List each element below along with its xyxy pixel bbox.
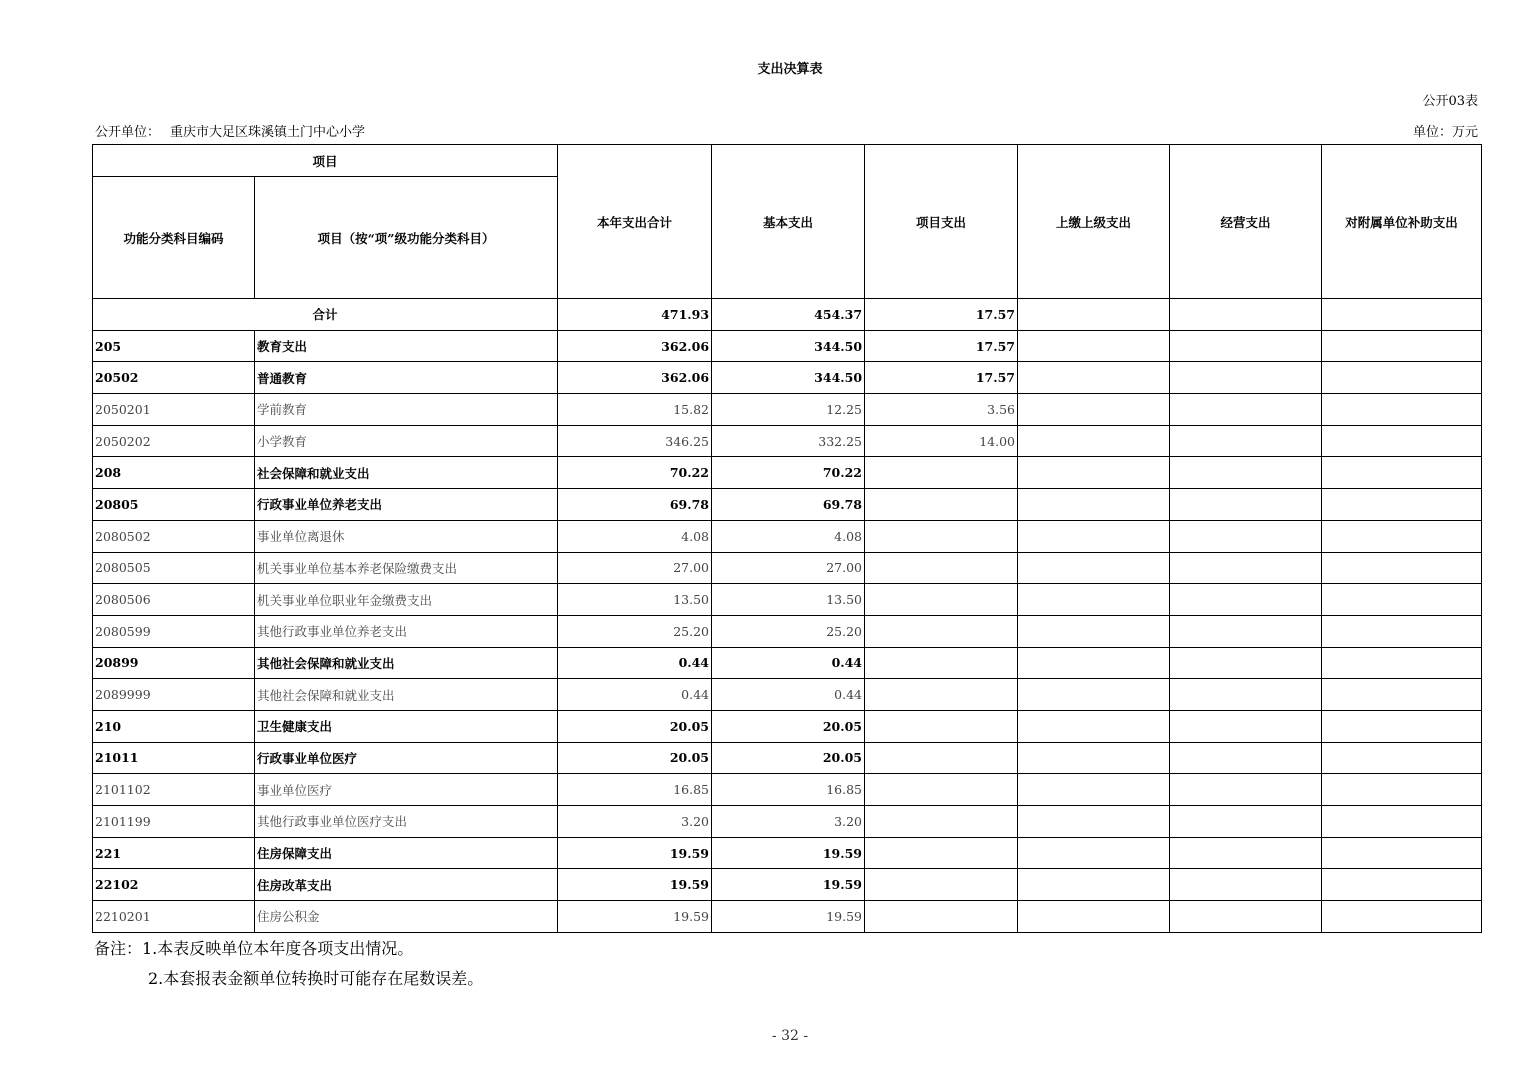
table-row bbox=[93, 901, 1482, 933]
row-subsidy bbox=[1322, 552, 1482, 584]
total-label: 合计 bbox=[93, 299, 558, 331]
row-project bbox=[865, 837, 1018, 869]
row-business bbox=[1170, 425, 1322, 457]
header-project: 项目 bbox=[93, 145, 558, 177]
row-name: 其他社会保障和就业支出 bbox=[255, 647, 558, 679]
row-project bbox=[865, 584, 1018, 616]
page-title: 支出决算表 bbox=[757, 62, 823, 77]
row-business bbox=[1170, 552, 1322, 584]
row-subsidy bbox=[1322, 742, 1482, 774]
total-basic: 454.37 bbox=[712, 299, 865, 331]
row-code: 205 bbox=[93, 330, 255, 362]
table-row bbox=[93, 520, 1482, 552]
row-upper bbox=[1018, 457, 1170, 489]
row-upper bbox=[1018, 425, 1170, 457]
row-upper bbox=[1018, 489, 1170, 521]
row-project bbox=[865, 774, 1018, 806]
row-project bbox=[865, 647, 1018, 679]
row-business bbox=[1170, 330, 1322, 362]
row-code: 210 bbox=[93, 710, 255, 742]
row-subsidy bbox=[1322, 806, 1482, 838]
row-business bbox=[1170, 869, 1322, 901]
row-total: 362.06 bbox=[558, 330, 712, 362]
table-row bbox=[93, 362, 1482, 394]
row-basic: 4.08 bbox=[712, 520, 865, 552]
row-upper bbox=[1018, 362, 1170, 394]
row-business bbox=[1170, 362, 1322, 394]
table-row bbox=[93, 742, 1482, 774]
row-name: 事业单位医疗 bbox=[255, 774, 558, 806]
table-row bbox=[93, 330, 1482, 362]
row-business bbox=[1170, 615, 1322, 647]
row-subsidy bbox=[1322, 489, 1482, 521]
row-code: 21011 bbox=[93, 742, 255, 774]
row-total: 69.78 bbox=[558, 489, 712, 521]
table-row bbox=[93, 710, 1482, 742]
row-project bbox=[865, 869, 1018, 901]
row-code: 221 bbox=[93, 837, 255, 869]
table-number: 公开03表 bbox=[1422, 94, 1478, 109]
row-subsidy bbox=[1322, 837, 1482, 869]
note-1: 备注：1.本表反映单位本年度各项支出情况。 bbox=[94, 939, 414, 958]
row-basic: 0.44 bbox=[712, 679, 865, 711]
row-name: 教育支出 bbox=[255, 330, 558, 362]
row-name: 机关事业单位职业年金缴费支出 bbox=[255, 584, 558, 616]
row-basic: 3.20 bbox=[712, 806, 865, 838]
row-subsidy bbox=[1322, 710, 1482, 742]
row-subsidy bbox=[1322, 774, 1482, 806]
table-row bbox=[93, 584, 1482, 616]
row-total: 3.20 bbox=[558, 806, 712, 838]
row-basic: 16.85 bbox=[712, 774, 865, 806]
row-business bbox=[1170, 647, 1322, 679]
row-upper bbox=[1018, 901, 1170, 933]
row-total: 19.59 bbox=[558, 837, 712, 869]
row-basic: 344.50 bbox=[712, 330, 865, 362]
row-name: 住房改革支出 bbox=[255, 869, 558, 901]
row-code: 2080599 bbox=[93, 615, 255, 647]
row-basic: 19.59 bbox=[712, 901, 865, 933]
row-upper bbox=[1018, 869, 1170, 901]
row-total: 16.85 bbox=[558, 774, 712, 806]
row-code: 20805 bbox=[93, 489, 255, 521]
row-total: 13.50 bbox=[558, 584, 712, 616]
row-subsidy bbox=[1322, 330, 1482, 362]
row-code: 22102 bbox=[93, 869, 255, 901]
row-project bbox=[865, 710, 1018, 742]
row-project bbox=[865, 520, 1018, 552]
row-project: 17.57 bbox=[865, 362, 1018, 394]
row-upper bbox=[1018, 774, 1170, 806]
table-row bbox=[93, 615, 1482, 647]
row-project bbox=[865, 742, 1018, 774]
expenditure-table bbox=[92, 144, 1482, 933]
total-upper bbox=[1018, 299, 1170, 331]
row-basic: 12.25 bbox=[712, 394, 865, 426]
row-code: 208 bbox=[93, 457, 255, 489]
row-code: 2210201 bbox=[93, 901, 255, 933]
table-row bbox=[93, 679, 1482, 711]
row-name: 住房保障支出 bbox=[255, 837, 558, 869]
row-business bbox=[1170, 837, 1322, 869]
row-subsidy bbox=[1322, 520, 1482, 552]
row-business bbox=[1170, 584, 1322, 616]
row-total: 20.05 bbox=[558, 742, 712, 774]
row-project bbox=[865, 901, 1018, 933]
row-business bbox=[1170, 489, 1322, 521]
total-total: 471.93 bbox=[558, 299, 712, 331]
row-subsidy bbox=[1322, 584, 1482, 616]
row-basic: 70.22 bbox=[712, 457, 865, 489]
row-project bbox=[865, 457, 1018, 489]
row-upper bbox=[1018, 742, 1170, 774]
row-subsidy bbox=[1322, 362, 1482, 394]
row-upper bbox=[1018, 552, 1170, 584]
row-basic: 69.78 bbox=[712, 489, 865, 521]
row-business bbox=[1170, 806, 1322, 838]
row-project bbox=[865, 489, 1018, 521]
row-business bbox=[1170, 742, 1322, 774]
row-business bbox=[1170, 901, 1322, 933]
row-total: 20.05 bbox=[558, 710, 712, 742]
row-project: 17.57 bbox=[865, 330, 1018, 362]
row-project bbox=[865, 679, 1018, 711]
row-project: 3.56 bbox=[865, 394, 1018, 426]
row-name: 其他行政事业单位医疗支出 bbox=[255, 806, 558, 838]
row-code: 20899 bbox=[93, 647, 255, 679]
row-business bbox=[1170, 679, 1322, 711]
row-business bbox=[1170, 710, 1322, 742]
header-total: 本年支出合计 bbox=[558, 145, 712, 299]
unit-name: 重庆市大足区珠溪镇土门中心小学 bbox=[170, 125, 366, 140]
row-subsidy bbox=[1322, 901, 1482, 933]
row-name: 行政事业单位医疗 bbox=[255, 742, 558, 774]
row-basic: 344.50 bbox=[712, 362, 865, 394]
row-subsidy bbox=[1322, 457, 1482, 489]
unit-label: 公开单位： bbox=[95, 125, 161, 140]
row-basic: 0.44 bbox=[712, 647, 865, 679]
table-row bbox=[93, 806, 1482, 838]
total-subsidy bbox=[1322, 299, 1482, 331]
row-code: 2101102 bbox=[93, 774, 255, 806]
row-total: 25.20 bbox=[558, 615, 712, 647]
reporting-unit bbox=[95, 121, 365, 140]
header-basic: 基本支出 bbox=[712, 145, 865, 299]
row-upper bbox=[1018, 330, 1170, 362]
row-subsidy bbox=[1322, 679, 1482, 711]
row-total: 19.59 bbox=[558, 901, 712, 933]
row-upper bbox=[1018, 710, 1170, 742]
row-code: 2080506 bbox=[93, 584, 255, 616]
row-basic: 13.50 bbox=[712, 584, 865, 616]
row-name: 学前教育 bbox=[255, 394, 558, 426]
header-business: 经营支出 bbox=[1170, 145, 1322, 299]
total-business bbox=[1170, 299, 1322, 331]
header-upper-remit: 上缴上级支出 bbox=[1018, 145, 1170, 299]
table-row bbox=[93, 552, 1482, 584]
row-business bbox=[1170, 774, 1322, 806]
row-total: 346.25 bbox=[558, 425, 712, 457]
row-name: 其他社会保障和就业支出 bbox=[255, 679, 558, 711]
header-name: 项目（按“项”级功能分类科目） bbox=[255, 177, 558, 299]
row-basic: 27.00 bbox=[712, 552, 865, 584]
row-basic: 332.25 bbox=[712, 425, 865, 457]
row-name: 其他行政事业单位养老支出 bbox=[255, 615, 558, 647]
table-row bbox=[93, 489, 1482, 521]
table-row bbox=[93, 869, 1482, 901]
row-upper bbox=[1018, 837, 1170, 869]
table-row bbox=[93, 647, 1482, 679]
row-total: 19.59 bbox=[558, 869, 712, 901]
header-subsidy: 对附属单位补助支出 bbox=[1322, 145, 1482, 299]
row-upper bbox=[1018, 806, 1170, 838]
row-code: 2089999 bbox=[93, 679, 255, 711]
page-number: - 32 - bbox=[771, 1028, 809, 1044]
currency-unit: 单位：万元 bbox=[1412, 125, 1478, 140]
row-total: 0.44 bbox=[558, 647, 712, 679]
notes bbox=[94, 934, 483, 994]
row-name: 行政事业单位养老支出 bbox=[255, 489, 558, 521]
row-subsidy bbox=[1322, 615, 1482, 647]
row-upper bbox=[1018, 615, 1170, 647]
row-upper bbox=[1018, 647, 1170, 679]
row-basic: 19.59 bbox=[712, 837, 865, 869]
row-subsidy bbox=[1322, 425, 1482, 457]
row-upper bbox=[1018, 679, 1170, 711]
row-code: 2050202 bbox=[93, 425, 255, 457]
total-row bbox=[93, 299, 1482, 331]
row-upper bbox=[1018, 394, 1170, 426]
row-subsidy bbox=[1322, 869, 1482, 901]
row-name: 小学教育 bbox=[255, 425, 558, 457]
row-basic: 20.05 bbox=[712, 710, 865, 742]
row-upper bbox=[1018, 520, 1170, 552]
header-project-expense: 项目支出 bbox=[865, 145, 1018, 299]
row-name: 机关事业单位基本养老保险缴费支出 bbox=[255, 552, 558, 584]
row-total: 362.06 bbox=[558, 362, 712, 394]
row-code: 2080505 bbox=[93, 552, 255, 584]
row-code: 2080502 bbox=[93, 520, 255, 552]
row-business bbox=[1170, 394, 1322, 426]
row-upper bbox=[1018, 584, 1170, 616]
table-row bbox=[93, 394, 1482, 426]
row-subsidy bbox=[1322, 394, 1482, 426]
table-row bbox=[93, 837, 1482, 869]
table-row bbox=[93, 457, 1482, 489]
row-code: 2050201 bbox=[93, 394, 255, 426]
row-code: 20502 bbox=[93, 362, 255, 394]
header-code: 功能分类科目编码 bbox=[93, 177, 255, 299]
row-code: 2101199 bbox=[93, 806, 255, 838]
row-total: 70.22 bbox=[558, 457, 712, 489]
row-project: 14.00 bbox=[865, 425, 1018, 457]
row-name: 事业单位离退休 bbox=[255, 520, 558, 552]
row-total: 15.82 bbox=[558, 394, 712, 426]
table-row bbox=[93, 425, 1482, 457]
row-name: 普通教育 bbox=[255, 362, 558, 394]
row-total: 27.00 bbox=[558, 552, 712, 584]
total-project: 17.57 bbox=[865, 299, 1018, 331]
row-project bbox=[865, 806, 1018, 838]
row-name: 社会保障和就业支出 bbox=[255, 457, 558, 489]
row-business bbox=[1170, 457, 1322, 489]
note-2: 2.本套报表金额单位转换时可能存在尾数误差。 bbox=[148, 969, 484, 988]
row-total: 0.44 bbox=[558, 679, 712, 711]
row-business bbox=[1170, 520, 1322, 552]
row-subsidy bbox=[1322, 647, 1482, 679]
row-name: 卫生健康支出 bbox=[255, 710, 558, 742]
row-total: 4.08 bbox=[558, 520, 712, 552]
row-project bbox=[865, 552, 1018, 584]
row-basic: 25.20 bbox=[712, 615, 865, 647]
row-basic: 20.05 bbox=[712, 742, 865, 774]
row-project bbox=[865, 615, 1018, 647]
row-basic: 19.59 bbox=[712, 869, 865, 901]
table-row bbox=[93, 774, 1482, 806]
row-name: 住房公积金 bbox=[255, 901, 558, 933]
